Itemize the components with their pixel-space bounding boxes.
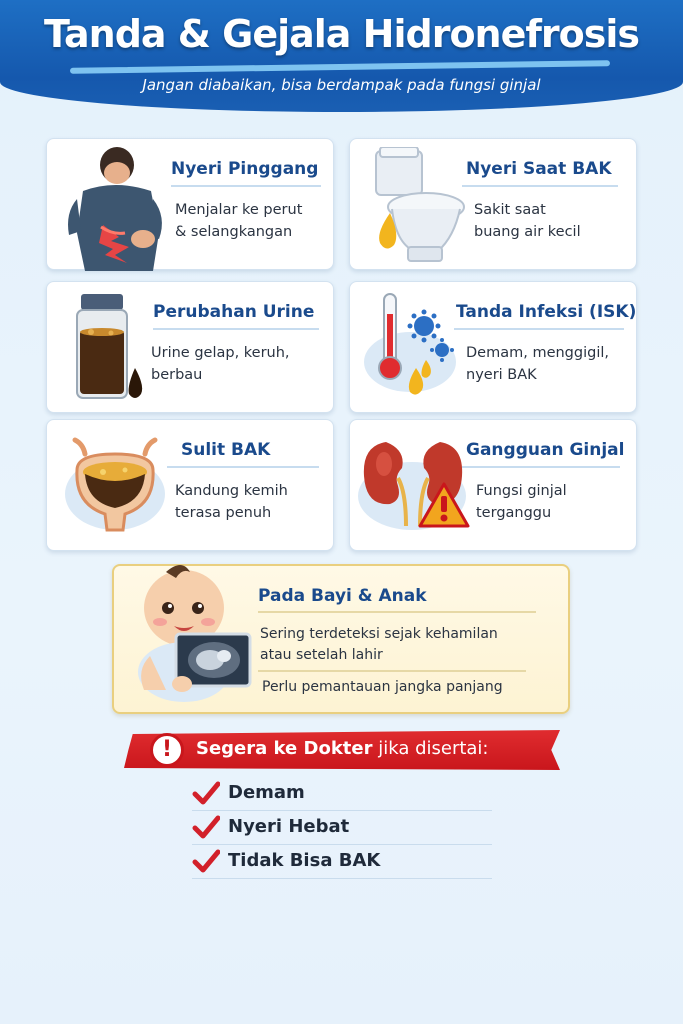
toilet-icon <box>368 147 468 265</box>
checkmark-icon <box>192 814 220 840</box>
card-description: Demam, menggigil, nyeri BAK <box>466 345 609 383</box>
urine-jar-icon <box>71 292 151 404</box>
card-divider <box>171 185 321 187</box>
baby-panel-text-1: Sering terdeteksi sejak kehamilan atau setelah lahir <box>260 626 498 663</box>
card-description: Fungsi ginjal terganggu <box>476 483 567 521</box>
card-divider <box>462 185 618 187</box>
checkmark-icon <box>192 848 220 874</box>
baby-panel-divider <box>258 670 526 672</box>
card-divider <box>153 328 319 330</box>
card-divider <box>462 466 620 468</box>
card-title: Gangguan Ginjal <box>466 440 625 460</box>
alert-text <box>196 738 489 759</box>
checklist-label: Demam <box>228 782 305 803</box>
card-divider <box>167 466 319 468</box>
checkmark-icon <box>192 780 220 806</box>
baby-panel-title: Pada Bayi & Anak <box>258 586 427 606</box>
card-description: Sakit saat buang air kecil <box>474 202 581 240</box>
card-description: Urine gelap, keruh, berbau <box>151 345 290 383</box>
page-subtitle: Jangan diabaikan, bisa berdampak pada fungsi ginjal <box>142 76 541 94</box>
card-title: Nyeri Pinggang <box>171 159 319 179</box>
card-title: Nyeri Saat BAK <box>466 159 612 179</box>
card-title: Perubahan Urine <box>153 302 315 322</box>
exclamation-icon: ! <box>150 733 184 767</box>
kidney-warning-icon <box>356 430 476 540</box>
checklist-item <box>192 778 492 810</box>
baby-panel-divider <box>258 611 536 613</box>
symptom-card-sulit-bak <box>46 419 334 551</box>
baby-ultrasound-icon <box>126 560 256 710</box>
card-description: Menjalar ke perut & selangkangan <box>175 202 303 240</box>
header-banner <box>0 0 683 112</box>
card-description: Kandung kemih terasa penuh <box>175 483 288 521</box>
alert-text-bold: Segera ke Dokter <box>196 738 373 759</box>
checklist-label: Tidak Bisa BAK <box>228 850 381 871</box>
baby-panel-text-2: Perlu pemantauan jangka panjang <box>262 679 503 695</box>
checklist-label: Nyeri Hebat <box>228 816 350 837</box>
symptom-card-perubahan-urine <box>46 281 334 413</box>
checklist-divider <box>192 878 492 879</box>
checklist-item <box>192 812 492 844</box>
back-pain-icon <box>55 143 171 271</box>
checklist-divider <box>192 810 492 811</box>
thermometer-virus-icon <box>360 290 460 402</box>
title-underline <box>70 60 610 74</box>
page-title: Tanda & Gejala Hidronefrosis <box>43 12 640 56</box>
symptom-card-nyeri-pinggang <box>46 138 334 270</box>
alert-text-rest: jika disertai: <box>372 738 489 759</box>
card-title: Sulit BAK <box>181 440 271 460</box>
symptom-card-nyeri-saat-bak <box>349 138 637 270</box>
symptom-card-tanda-infeksi <box>349 281 637 413</box>
baby-child-panel <box>112 564 570 714</box>
card-title: Tanda Infeksi (ISK) <box>456 302 637 322</box>
card-divider <box>454 328 624 330</box>
bladder-icon <box>63 430 167 542</box>
checklist-item <box>192 846 492 878</box>
symptom-card-gangguan-ginjal <box>349 419 637 551</box>
checklist-divider <box>192 844 492 845</box>
